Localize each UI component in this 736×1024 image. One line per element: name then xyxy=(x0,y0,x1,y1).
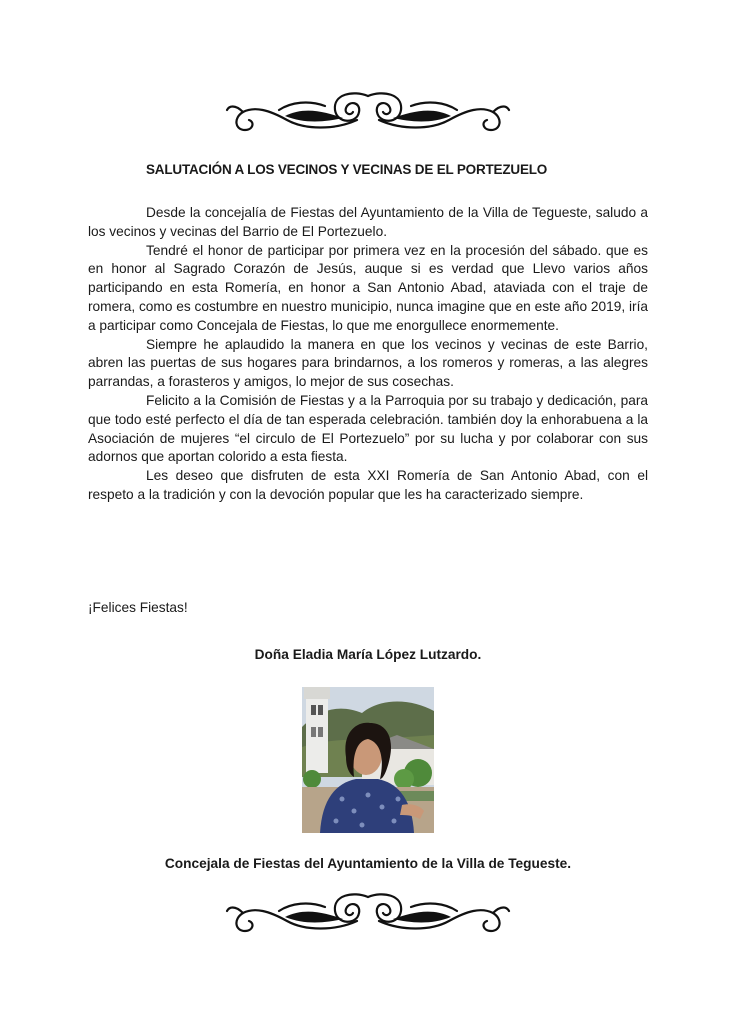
letter-body xyxy=(88,204,648,505)
signature-role: Concejala de Fiestas del Ayuntamiento de la Villa de Tegueste. xyxy=(164,856,572,871)
top-flourish-ornament xyxy=(225,86,511,136)
paragraph: Siempre he aplaudido la manera en que los vecinos y vecinas de este Barrio, abren las puertas de sus hogares para brindarnos, a los romeros y romeras, a las alegres parrandas, a forasteros y amigos, lo mejor de sus cosechas. xyxy=(88,336,648,390)
portrait-photo xyxy=(302,687,434,833)
page-title: SALUTACIÓN A LOS VECINOS Y VECINAS DE EL PORTEZUELO xyxy=(146,162,548,177)
signature-name: Doña Eladia María López Lutzardo. xyxy=(254,647,482,662)
paragraph: Desde la concejalía de Fiestas del Ayuntamiento de la Villa de Tegueste, saludo a los vecinos y vecinas del Barrio de El Portezuelo. xyxy=(88,205,648,239)
paragraph: Les deseo que disfruten de esta XXI Romería de San Antonio Abad, con el respeto a la tradición y con la devoción popular que les ha caracterizado siempre. xyxy=(88,468,648,502)
scroll-flourish-icon xyxy=(225,86,511,136)
closing-greeting: ¡Felices Fiestas! xyxy=(88,600,188,615)
paragraph: Tendré el honor de participar por primera vez en la procesión del sábado. que es en honor al Sagrado Corazón de Jesús, auque si es verdad que Llevo varios años participando en esta Romería, en honor a San Antonio Abad, ataviada con el traje de romera, como es costumbre en nuestro municipio, nunca imagine que en este año 2019, iría a participar como Concejala de Fiestas, lo que me enorgullece enormemente. xyxy=(88,242,648,333)
bottom-flourish-ornament xyxy=(225,887,511,937)
paragraph: Felicito a la Comisión de Fiestas y a la Parroquia por su trabajo y dedicación, para que todo esté perfecto el día de tan esperada celebración. también doy la enhorabuena a la Asociación de mujeres “el circulo de El Portezuelo” por su lucha y por colaborar con sus adornos que aportan colorido a esta fiesta. xyxy=(88,392,648,465)
scroll-flourish-icon xyxy=(225,887,511,937)
